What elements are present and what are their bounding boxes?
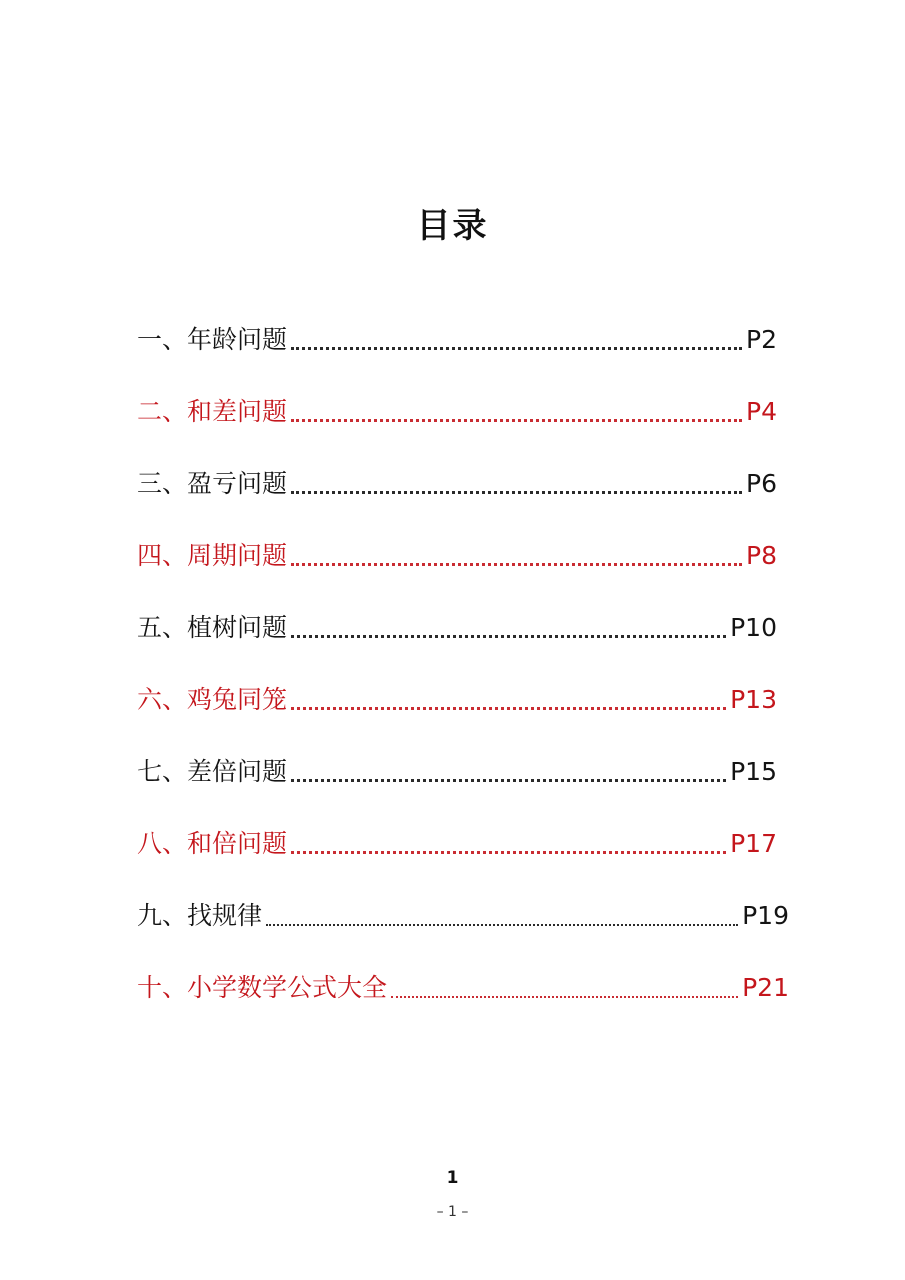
toc-entry-page: P10 [730,613,777,642]
toc-entry-label: 二、和差问题 [137,397,288,426]
dot-leader [291,419,742,422]
toc-entry[interactable] [137,290,777,362]
toc-entry-label: 三、盈亏问题 [137,469,288,498]
toc-entry-page: P13 [730,685,777,714]
toc-entry[interactable] [137,722,777,794]
dot-leader [291,635,726,638]
toc-entry-page: P8 [746,541,777,570]
toc-entry-page: P4 [746,397,777,426]
page-number: 1 [446,1168,459,1188]
dot-leader [291,851,726,854]
toc-entry[interactable] [137,794,777,866]
dot-leader [291,491,742,494]
toc-entry-page: P2 [746,325,777,354]
toc-title: 目录 [416,206,489,246]
toc-entry-label: 八、和倍问题 [137,829,288,858]
toc-entry-label: 七、差倍问题 [137,757,288,786]
toc-entry-page: P15 [730,757,777,786]
table-of-contents [137,290,789,1010]
toc-entry-label: 五、植树问题 [137,613,288,642]
toc-entry-page: P6 [746,469,777,498]
page-footer: – 1 – [436,1204,469,1220]
toc-entry[interactable] [137,506,777,578]
toc-entry-page: P21 [742,973,789,1002]
toc-entry-page: P19 [742,901,789,930]
toc-entry-label: 六、鸡兔同笼 [137,685,288,714]
toc-entry[interactable] [137,362,777,434]
toc-entry-label: 一、年龄问题 [137,325,288,354]
toc-entry-label: 十、小学数学公式大全 [137,973,388,1002]
toc-entry[interactable] [137,578,777,650]
dot-leader [391,996,738,998]
toc-entry[interactable] [137,434,777,506]
toc-entry[interactable] [137,938,789,1010]
dot-leader [291,707,726,710]
toc-entry-label: 九、找规律 [137,901,263,930]
dot-leader [266,924,738,926]
toc-entry[interactable] [137,650,777,722]
dot-leader [291,779,726,782]
toc-entry-label: 四、周期问题 [137,541,288,570]
toc-entry-page: P17 [730,829,777,858]
dot-leader [291,347,742,350]
dot-leader [291,563,742,566]
toc-entry[interactable] [137,866,789,938]
